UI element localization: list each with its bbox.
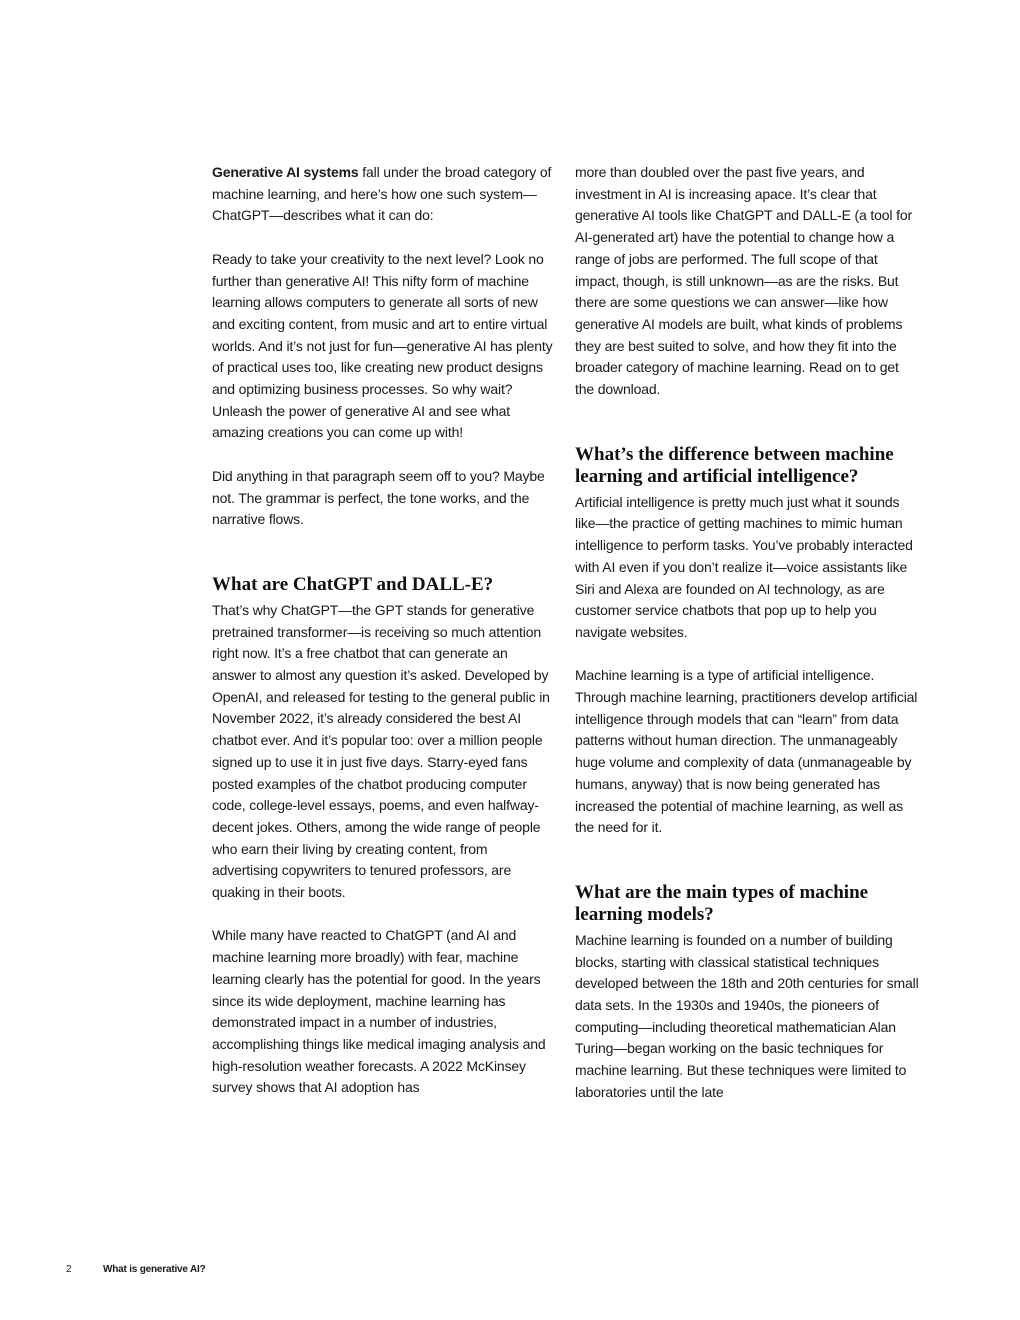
reflection-paragraph: Did anything in that paragraph seem off to you? Maybe not. The grammar is perfect, the tone works, and the narrative flows.: [212, 467, 545, 528]
ai-definition-paragraph: Artificial intelligence is pretty much just what it sounds like—the practice of getting machines to mimic human intelligence to perform tasks. You’ve probably interacted with AI even if you don’t realize it—voice assistants like Siri and Alexa are founded on AI technology, as are customer service chatbots that pop up to help you navigate websites.: [575, 493, 913, 640]
right-column: [575, 162, 920, 1104]
chatgpt-paragraph: That’s why ChatGPT—the GPT stands for generative pretrained transformer—is receiving so much attention right now. It’s a free chatbot that can generate an answer to almost any question it’s asked. Developed by OpenAI, and released for testing to the general public in November 2022, it’s already considered the best AI chatbot ever. And it’s popular too: over a million people signed up to use it in just five days. Starry-eyed fans posted examples of the chatbot producing computer code, college-level essays, poems, and even halfway-decent jokes. Others, among the wide range of people who earn their living by creating content, from advertising copywriters to tenured professors, are quaking in their boots.: [212, 601, 550, 901]
page-number: 2: [66, 1264, 72, 1275]
section-heading-chatgpt-dalle: What are ChatGPT and DALL-E?: [212, 573, 494, 595]
document-title: What is generative AI?: [103, 1264, 206, 1275]
section-heading-ml-vs-ai: What’s the difference between machine learning and artificial intelligence?: [575, 443, 894, 487]
ml-potential-paragraph: While many have reacted to ChatGPT (and AI and machine learning more broadly) with fear, machine learning clearly has the potential for good. In the years since its wide deployment, machine learning has demonstrated impact in a number of industries, accomplishing things like medical imaging analysis and high-resolution weather forecasts. A 2022 McKinsey survey shows that AI adoption has: [212, 927, 546, 1096]
left-column: [212, 162, 554, 1099]
intro-paragraph: [212, 162, 554, 227]
intro-bold-text: Generative AI systems: [212, 164, 359, 180]
continuation-paragraph: more than doubled over the past five years, and investment in AI is increasing apace. It’s clear that generative AI tools like ChatGPT and DALL-E (a tool for AI-generated art) have the potential to change how a range of jobs are performed. The full scope of that impact, though, is still unknown—as are the risks. But there are some questions we can answer—like how generative AI models are built, what kinds of problems they are best suited to solve, and how they fit into the broader category of machine learning. Read on to get the download.: [575, 164, 913, 398]
section-heading-ml-model-types: What are the main types of machine learning models?: [575, 881, 869, 925]
ml-definition-paragraph: Machine learning is a type of artificial intelligence. Through machine learning, practitioners develop artificial intelligence through models that can “learn” from data patterns without human direction. The unmanageably huge volume and complexity of data (unmanageable by humans, anyway) that is now being generated has increased the potential of machine learning, as well as the need for it.: [575, 667, 918, 836]
ml-history-paragraph: Machine learning is founded on a number of building blocks, starting with classical statistical techniques developed between the 18th and 20th centuries for small data sets. In the 1930s and 1940s, the pioneers of computing—including theoretical mathematician Alan Turing—began working on the basic techniques for machine learning. But these techniques were limited to laboratories until the late: [575, 931, 919, 1100]
intro-text: fall under the broad category of machine learning, and here’s how one such system—ChatGPT—describes what it can do:: [212, 164, 552, 224]
chatgpt-quote-paragraph: Ready to take your creativity to the next level? Look no further than generative AI! This nifty form of machine learning allows computers to generate all sorts of new and exciting content, from music and art to entire virtual worlds. And it’s not just for fun—generative AI has plenty of practical uses too, like creating new product designs and optimizing business processes. So why wait? Unleash the power of generative AI and see what amazing creations you can come up with!: [212, 250, 553, 441]
